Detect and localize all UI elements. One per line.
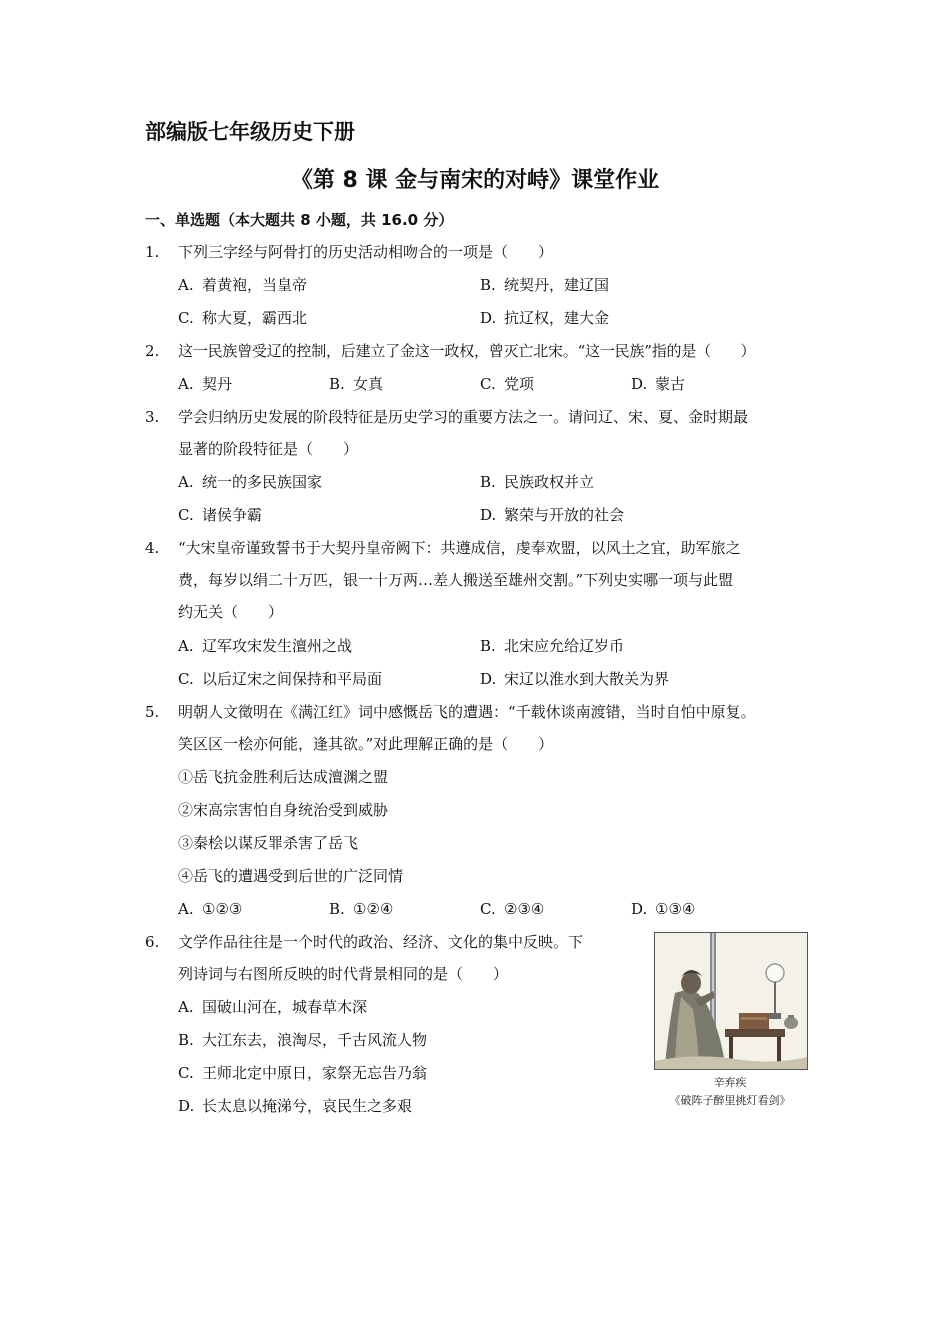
option-text: 民族政权并立 [504, 473, 595, 491]
option-text: 诸侯争霸 [202, 506, 263, 524]
option-a [178, 899, 242, 919]
figure-caption-title: 《破阵子醉里挑灯看剑》 [669, 1094, 791, 1107]
option-letter: A. [178, 900, 194, 918]
option-text: 长太息以掩涕兮，哀民生之多艰 [202, 1097, 413, 1115]
option-c [178, 669, 382, 689]
option-text: ②③④ [504, 900, 545, 918]
option-text: 宋辽以淮水到大散关为界 [504, 670, 670, 688]
option-letter: B. [178, 1031, 194, 1049]
option-text: 蒙古 [655, 375, 686, 393]
option-text: 统一的多民族国家 [202, 473, 323, 491]
question-number: 4. [145, 539, 160, 557]
option-text: 着黄袍，当皇帝 [202, 276, 308, 294]
option-d [480, 308, 609, 328]
option-letter: D. [480, 670, 497, 688]
option-a [178, 636, 352, 656]
option-b [480, 472, 594, 492]
question-text: 明朝人文徵明在《满江红》词中感慨岳飞的遭遇：“千载休谈南渡错，当时自怕中原复。 [178, 703, 756, 721]
option-text: 党项 [504, 375, 535, 393]
option-text: 契丹 [202, 375, 233, 393]
question-text: 文学作品往往是一个时代的政治、经济、文化的集中反映。下 [178, 933, 584, 951]
option-letter: B. [329, 375, 345, 393]
option-letter: C. [178, 670, 194, 688]
question-number: 6. [145, 933, 160, 951]
option-text: 王师北定中原日，家祭无忘告乃翁 [202, 1064, 428, 1082]
question-text: “大宋皇帝谨致誓书于大契丹皇帝阙下：共遵成信，虔奉欢盟，以风土之宜，助军旅之 [178, 539, 741, 557]
option-d [480, 505, 624, 525]
figure-caption-author: 辛弃疾 [713, 1076, 747, 1089]
statement-4: ④岳飞的遭遇受到后世的广泛同情 [178, 867, 404, 885]
option-letter: B. [480, 473, 496, 491]
option-c [480, 899, 544, 919]
option-letter: C. [178, 1064, 194, 1082]
option-text: 以后辽宋之间保持和平局面 [202, 670, 383, 688]
option-b [329, 374, 383, 394]
option-d [631, 899, 695, 919]
option-text: ①③④ [655, 900, 696, 918]
section-heading: 一、单选题（本大题共 8 小题，共 16.0 分） [145, 211, 454, 229]
option-d [480, 669, 669, 689]
option-letter: C. [480, 375, 496, 393]
option-letter: B. [329, 900, 345, 918]
question-text: 约无关（ ） [178, 603, 284, 621]
question-number: 5. [145, 703, 160, 721]
option-letter: D. [480, 506, 497, 524]
option-letter: C. [178, 309, 194, 327]
option-text: 国破山河在，城春草木深 [202, 998, 368, 1016]
option-text: 北宋应允给辽岁币 [504, 637, 625, 655]
option-text: 统契丹，建辽国 [504, 276, 610, 294]
question-number: 1. [145, 243, 160, 261]
option-letter: A. [178, 473, 194, 491]
statement-3: ③秦桧以谋反罪杀害了岳飞 [178, 834, 359, 852]
option-text: ①②④ [353, 900, 394, 918]
option-letter: D. [631, 375, 648, 393]
statement-2: ②宋高宗害怕自身统治受到威胁 [178, 801, 389, 819]
question-text: 笑区区一桧亦何能，逢其欲。”对此理解正确的是（ ） [178, 735, 554, 753]
option-d [178, 1096, 412, 1116]
painting-illustration [655, 933, 807, 1069]
statement-1: ①岳飞抗金胜利后达成澶渊之盟 [178, 768, 389, 786]
option-d [631, 374, 685, 394]
option-a [178, 472, 322, 492]
illustration-image [654, 932, 808, 1070]
question-number: 2. [145, 342, 160, 360]
option-b [329, 899, 393, 919]
option-letter: A. [178, 637, 194, 655]
option-c [178, 505, 262, 525]
question-number: 3. [145, 408, 160, 426]
option-a [178, 374, 232, 394]
option-letter: D. [480, 309, 497, 327]
option-text: 辽军攻宋发生澶州之战 [202, 637, 353, 655]
option-b [480, 636, 624, 656]
option-letter: D. [631, 900, 648, 918]
option-c [178, 308, 307, 328]
option-a [178, 997, 367, 1017]
option-c [178, 1063, 427, 1083]
question-text: 学会归纳历史发展的阶段特征是历史学习的重要方法之一。请问辽、宋、夏、金时期最 [178, 408, 749, 426]
option-b [480, 275, 609, 295]
document-title: 部编版七年级历史下册 [145, 120, 355, 144]
option-text: ①②③ [202, 900, 243, 918]
option-letter: C. [178, 506, 194, 524]
option-a [178, 275, 307, 295]
question-text: 列诗词与右图所反映的时代背景相同的是（ ） [178, 965, 509, 983]
option-text: 称大夏，霸西北 [202, 309, 308, 327]
option-c [480, 374, 534, 394]
option-text: 抗辽权，建大金 [504, 309, 610, 327]
question-text: 费，每岁以绢二十万匹，银一十万两…差人搬送至雄州交割。”下列史实哪一项与此盟 [178, 571, 734, 589]
lesson-title: 《第 8 课 金与南宋的对峙》课堂作业 [290, 168, 660, 193]
option-letter: D. [178, 1097, 195, 1115]
question-text: 显著的阶段特征是（ ） [178, 440, 359, 458]
question-text: 下列三字经与阿骨打的历史活动相吻合的一项是（ ） [178, 243, 554, 261]
option-letter: A. [178, 375, 194, 393]
option-b [178, 1030, 427, 1050]
option-letter: B. [480, 276, 496, 294]
option-letter: A. [178, 998, 194, 1016]
option-text: 大江东去，浪淘尽，千古风流人物 [202, 1031, 428, 1049]
option-letter: A. [178, 276, 194, 294]
option-letter: C. [480, 900, 496, 918]
option-text: 繁荣与开放的社会 [504, 506, 625, 524]
question-text: 这一民族曾受辽的控制，后建立了金这一政权，曾灭亡北宋。“这一民族”指的是（ ） [178, 342, 756, 360]
option-letter: B. [480, 637, 496, 655]
option-text: 女真 [353, 375, 384, 393]
